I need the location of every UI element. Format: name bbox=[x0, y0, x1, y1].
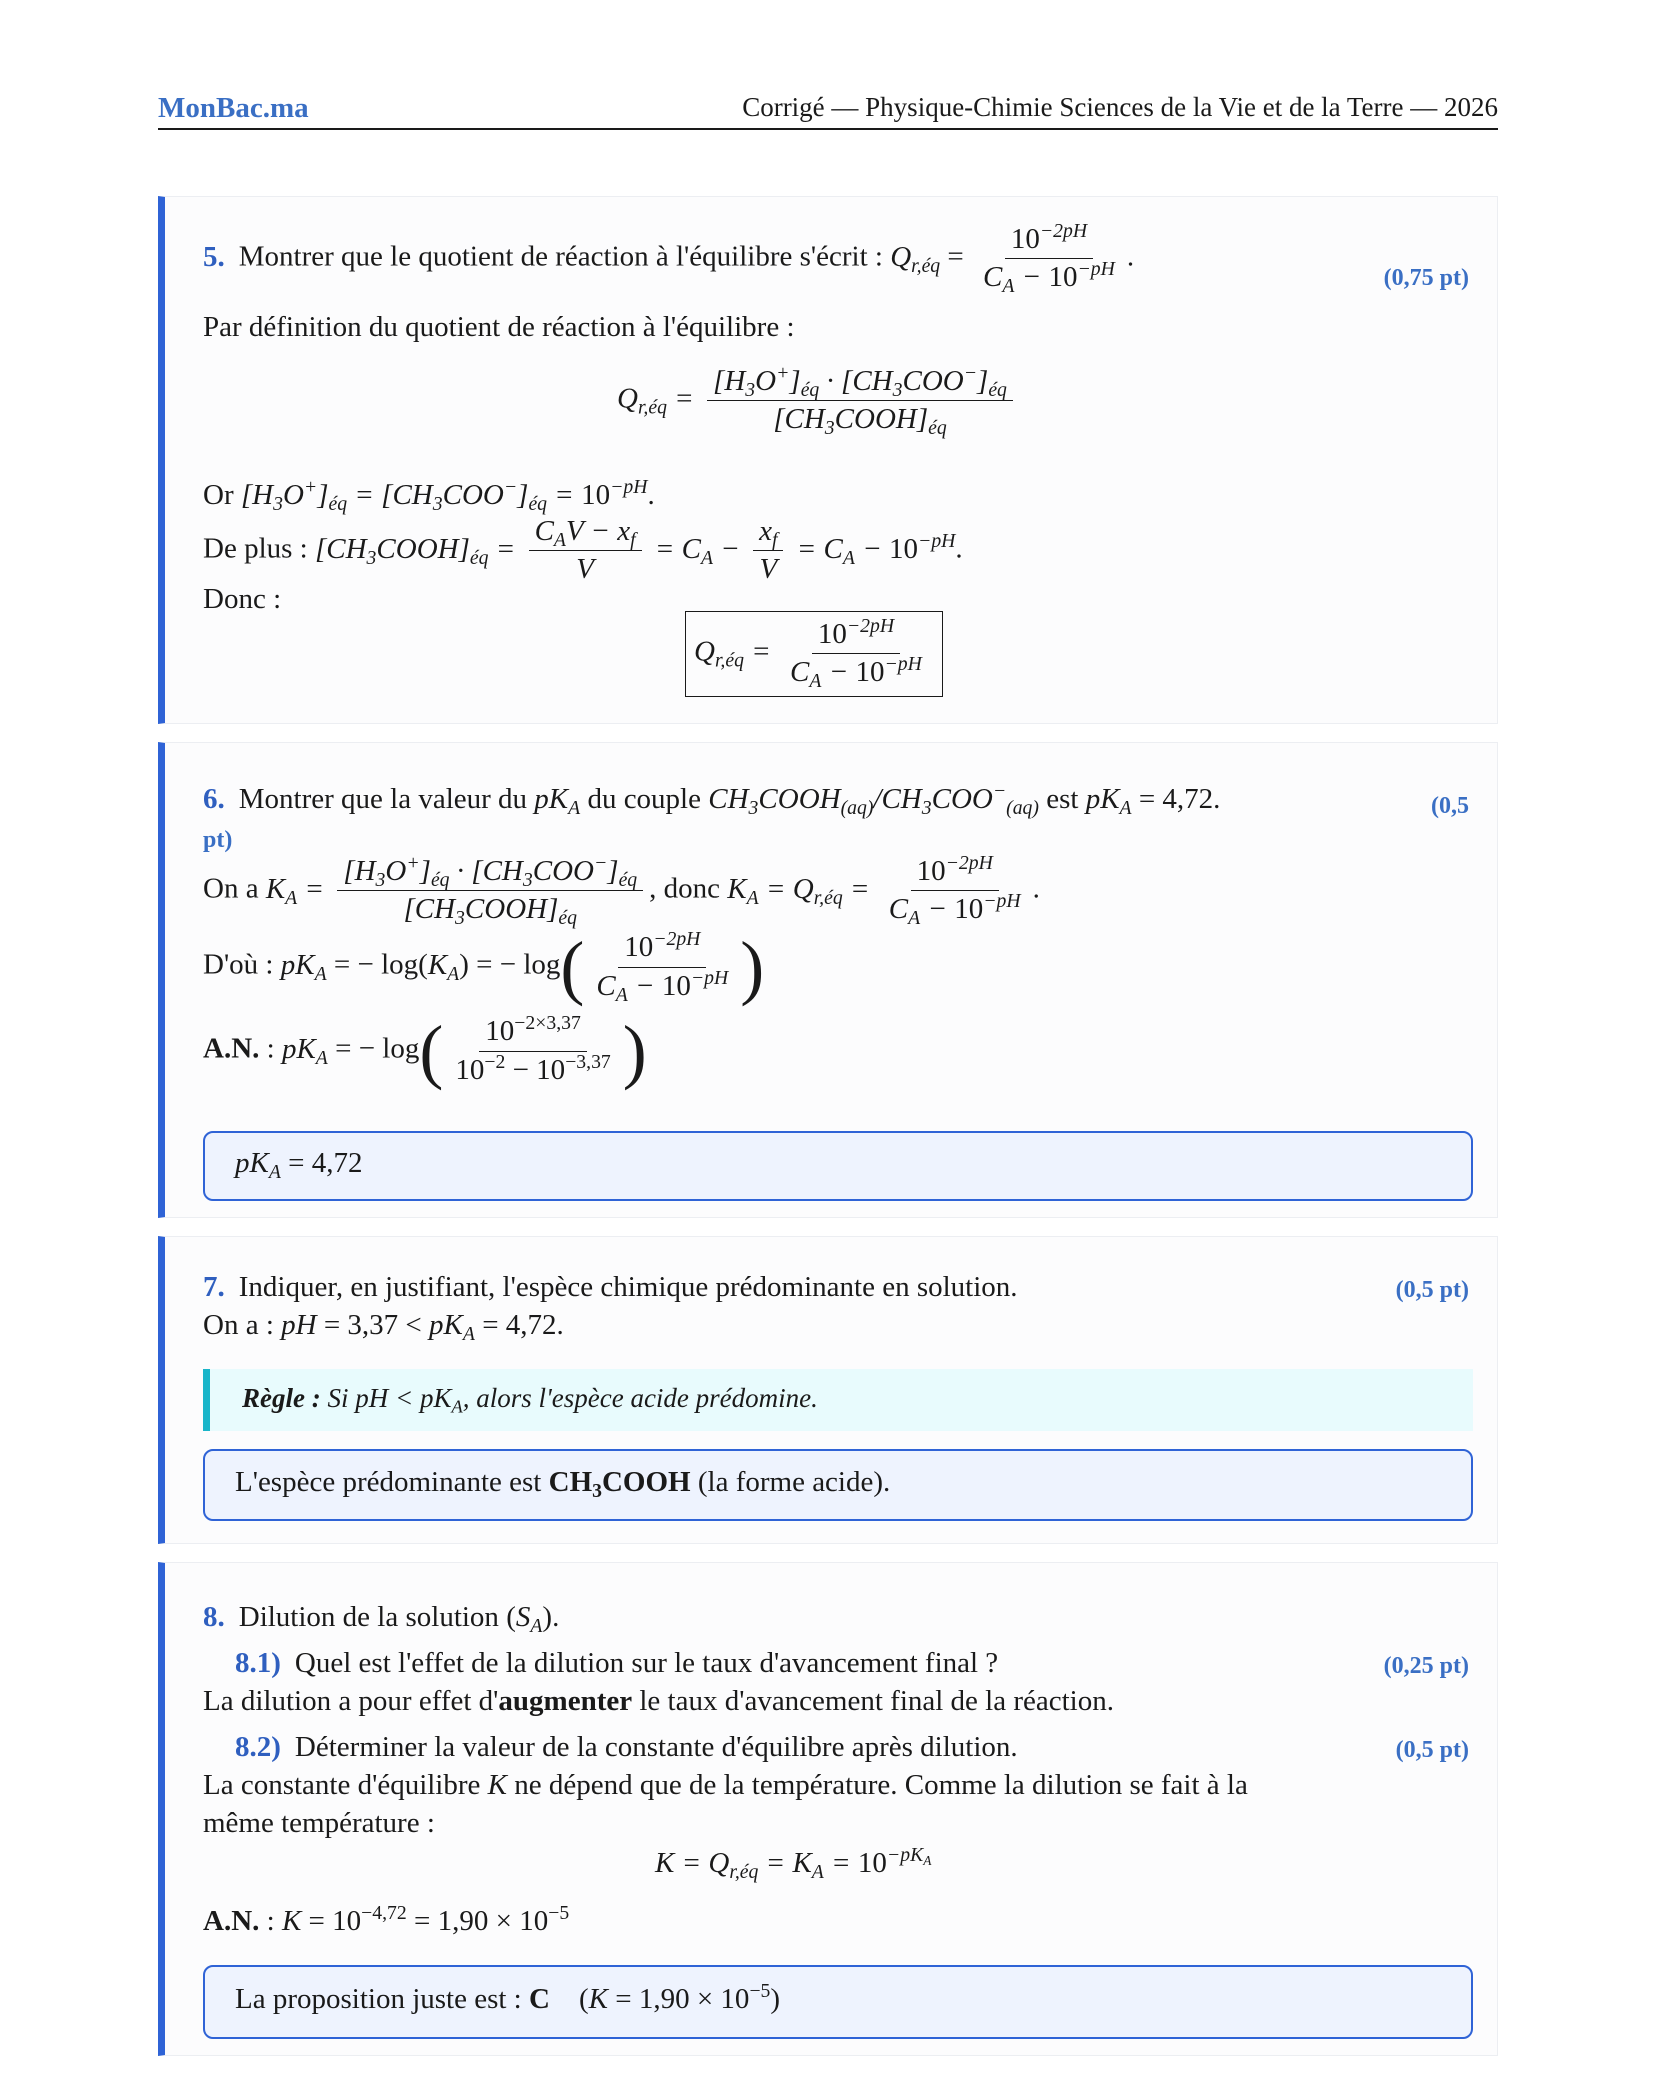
subquestion-8-2-answer: La constante d'équilibre K ne dépend que de la température. Comme la dilution se fait à la bbox=[203, 1769, 1248, 1801]
question-6-points-b: pt) bbox=[203, 827, 233, 853]
formula-fraction: $\frac{10^{-2pH}}{C_A - 10^{-pH}}$ bbox=[983, 220, 1115, 298]
ka-expression: On a $K_A$ = $\frac{[H_3O^+]_{éq} \cdot [CH_3COO^-]_{éq}}{[CH_3COOH]_{éq}}$ , donc $K_A = Q_{r,éq}$ = $\frac{10^{-2pH}}{C_A - 10^{-pH}}$ . bbox=[203, 852, 1040, 930]
pka-numerical-application: A.N. : $pK_A$ = − log( $\frac{10^{-2\times 3,37}}{10^{-2} - 10^{-3,37}}$ ) bbox=[203, 1011, 647, 1091]
question-6-result-box: $pK_A = 4,72$ bbox=[203, 1131, 1473, 1201]
equilibrium-constant-relation: $K = Q_{r,éq} = K_A = 10^{-pK_A}$ bbox=[655, 1844, 932, 1883]
question-5-intro: Par définition du quotient de réaction à l'équilibre : bbox=[203, 311, 795, 343]
question-number: 8. bbox=[203, 1601, 225, 1633]
header-title: Corrigé — Physique-Chimie Sciences de la Vie et de la Terre — 2026 bbox=[742, 92, 1498, 122]
question-6-card bbox=[158, 742, 1498, 1218]
brand-logo-text[interactable]: MonBac.ma bbox=[158, 92, 309, 124]
question-6-points-a: (0,5 bbox=[1431, 793, 1469, 819]
k-numerical-application: A.N. : $K = 10^{-4,72} = 1,90 \times 10^{-5}$ bbox=[203, 1902, 570, 1937]
question-7-result-box: L'espèce prédominante est $CH_3COOH$ (la forme acide). bbox=[203, 1449, 1473, 1521]
conclusion-label: Donc : bbox=[203, 583, 282, 615]
question-number: 5. bbox=[203, 240, 225, 273]
question-5-card bbox=[158, 196, 1498, 724]
question-7-points: (0,5 pt) bbox=[1395, 1277, 1469, 1303]
rule-label: Règle : bbox=[242, 1383, 321, 1413]
equilibrium-quotient-definition: $Q_{r,éq}$ = $\frac{[H_3O^+]_{éq} \cdot [CH_3COO^-]_{éq}}{[CH_3COOH]_{éq}}$ bbox=[617, 365, 1019, 437]
subquestion-8-2-points: (0,5 pt) bbox=[1395, 1737, 1469, 1763]
question-number: 7. bbox=[203, 1271, 225, 1303]
question-number: 6. bbox=[203, 783, 225, 815]
question-5-statement: 5. Montrer que le quotient de réaction à l'équilibre s'écrit : $Q_{r,éq}$ = $\frac{10^{-2pH}}{C_A - 10^{-pH}}$ . bbox=[203, 220, 1135, 298]
acid-concentration-relation: De plus : $[CH_3COOH]_{éq}$ = $\frac{C_AV - x_f}{V}$ = $C_A$ − $\frac{x_f}{V}$ = $C_A - 10^{-pH}$. bbox=[203, 515, 963, 586]
question-8-title: 8. Dilution de la solution $(S_A)$. bbox=[203, 1601, 560, 1637]
subquestion-8-1-answer: La dilution a pour effet d'augmenter le taux d'avancement final de la réaction. bbox=[203, 1685, 1114, 1717]
correct-option: C bbox=[529, 1983, 550, 2015]
question-5-points: (0,75 pt) bbox=[1383, 265, 1469, 291]
subquestion-8-1-points: (0,25 pt) bbox=[1383, 1653, 1469, 1679]
question-6-statement: 6. Montrer que la valeur du $pK_A$ du couple $CH_3COOH_{(aq)}/CH_3COO^-_{(aq)}$ est $pK_A = 4,72$. bbox=[203, 780, 1221, 819]
question-text: Montrer que le quotient de réaction à l'équilibre s'écrit : bbox=[238, 240, 883, 273]
question-7-card bbox=[158, 1236, 1498, 1544]
rule-callout: Règle : Si pH < $pK_A$, alors l'espèce acide prédomine. bbox=[203, 1369, 1473, 1431]
question-8-card bbox=[158, 1562, 1498, 2056]
question-7-statement: 7. Indiquer, en justifiant, l'espèce chimique prédominante en solution. bbox=[203, 1271, 1018, 1303]
predominant-species: $CH_3COOH$ bbox=[548, 1466, 691, 1502]
pka-log-expression: D'où : $pK_A$ = − $\log(K_A)$ = − log( $\frac{10^{-2pH}}{C_A - 10^{-pH}}$ ) bbox=[203, 927, 765, 1007]
concentration-relation: Or $[H_3O^+]_{éq} = [CH_3COO^-]_{éq} = 10^{-pH}$. bbox=[203, 476, 655, 515]
pka-value: 4,72 bbox=[311, 1147, 363, 1179]
page-header bbox=[158, 92, 1498, 130]
question-8-result-box: La proposition juste est : C $(K = 1,90 \times 10^{-5})$ bbox=[203, 1965, 1473, 2039]
subquestion-8-2-answer-cont: même température : bbox=[203, 1807, 435, 1839]
subquestion-8-2: 8.2) Déterminer la valeur de la constante d'équilibre après dilution. bbox=[235, 1731, 1018, 1763]
subquestion-8-1: 8.1) Quel est l'effet de la dilution sur le taux d'avancement final ? bbox=[235, 1647, 999, 1679]
ph-comparison: On a : pH = $3,37 < pK_A = 4,72$. bbox=[203, 1309, 564, 1345]
question-5-boxed-result: $Q_{r,éq}$ = $\frac{10^{-2pH}}{C_A - 10^{-pH}}$ bbox=[685, 611, 943, 697]
